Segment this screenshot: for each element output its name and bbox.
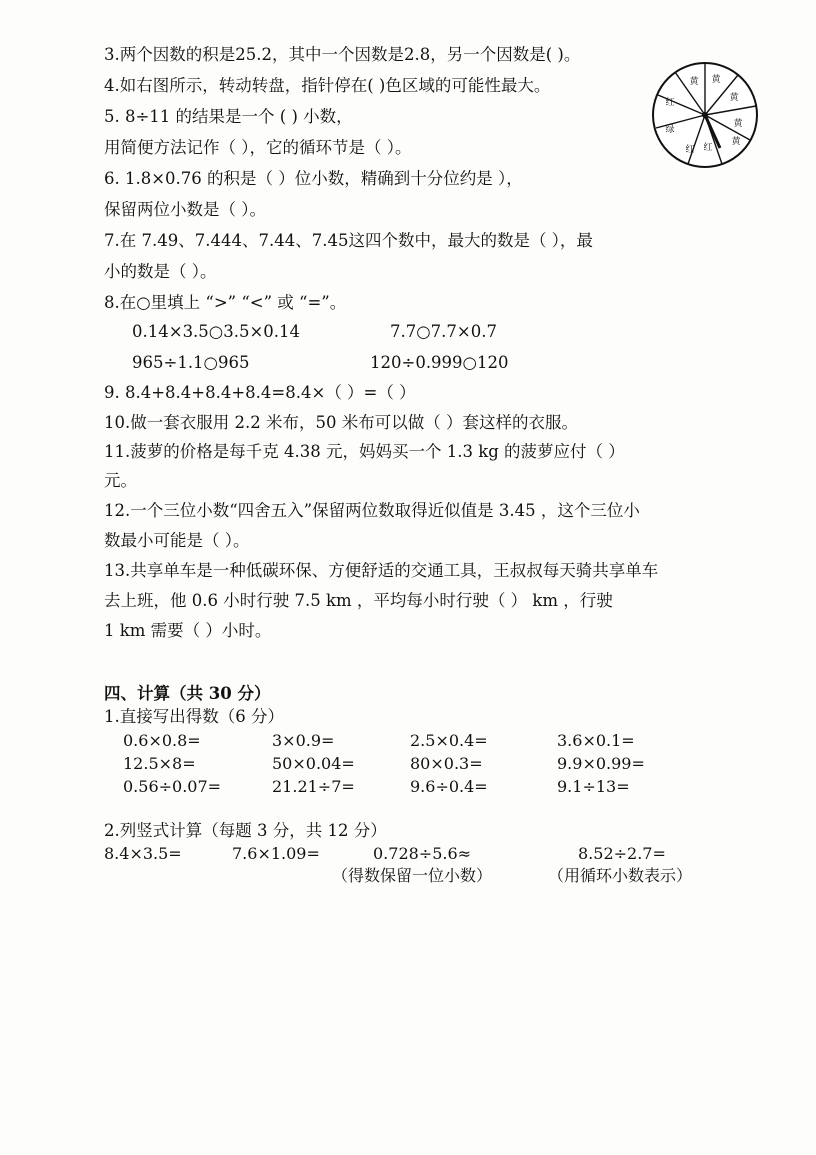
question-5-line2: 用简便方法记作（ ），它的循环节是（ ）。 (104, 138, 412, 157)
question-10: 10.做一套衣服用 2.2 米布，50 米布可以做（ ）套这样的衣服。 (104, 413, 578, 432)
question-3: 3.两个因数的积是25.2，其中一个因数是2.8，另一个因数是( )。 (104, 45, 581, 64)
question-12-line1: 12.一个三位小数“四舍五入”保留两位数取得近似值是 3.45 ，这个三位小 (104, 501, 640, 520)
calc-item: 0.56÷0.07= (123, 777, 222, 796)
question-5-line1: 5. 8÷11 的结果是一个 ( ) 小数， (104, 107, 353, 126)
spinner-label: 红 (685, 145, 695, 155)
calc-item: 9.1÷13= (557, 777, 630, 796)
spinner-label: 红 (665, 98, 675, 108)
spinner-label: 红 (703, 143, 713, 153)
calc-note: （得数保留一位小数） (332, 866, 493, 885)
question-7-line2: 小的数是（ ）。 (104, 262, 217, 281)
calc-item: 9.9×0.99= (557, 754, 645, 773)
calc-item: 3×0.9= (272, 731, 335, 750)
question-4: 4.如右图所示，转动转盘，指针停在( )色区域的可能性最大。 (104, 76, 551, 95)
calc-item: 21.21÷7= (272, 777, 355, 796)
calc-item: 3.6×0.1= (557, 731, 635, 750)
calc-item: 2.5×0.4= (410, 731, 488, 750)
question-6-line1: 6. 1.8×0.76 的积是（ ）位小数，精确到十分位约是 ）， (104, 169, 523, 188)
spinner-diagram (650, 60, 760, 170)
calc-item: 9.6÷0.4= (410, 777, 488, 796)
question-13-line2: 去上班，他 0.6 小时行驶 7.5 km ，平均每小时行驶（ ） km ，行驶 (104, 591, 613, 610)
question-8: 8.在○里填上 “>” “<” 或 “=”。 (104, 293, 347, 312)
part-2-title: 2.列竖式计算（每题 3 分，共 12 分） (104, 821, 387, 840)
calc-item: 80×0.3= (410, 754, 483, 773)
spinner-label: 黄 (711, 75, 721, 85)
spinner-label: 黄 (731, 137, 741, 147)
vertical-calc-item: 0.728÷5.6≈ (373, 844, 472, 863)
calc-note: （用循环小数表示） (548, 866, 693, 885)
question-8-item3: 965÷1.1○965 (132, 353, 250, 372)
calc-item: 50×0.04= (272, 754, 355, 773)
calc-item: 0.6×0.8= (123, 731, 201, 750)
question-6-line2: 保留两位小数是（ ）。 (104, 200, 266, 219)
spinner-label: 黄 (733, 119, 743, 129)
vertical-calc-item: 8.4×3.5= (104, 844, 182, 863)
question-8-item4: 120÷0.999○120 (370, 353, 509, 372)
question-11-line1: 11.菠萝的价格是每千克 4.38 元，妈妈买一个 1.3 kg 的菠萝应付（ ） (104, 442, 625, 461)
vertical-calc-item: 7.6×1.09= (232, 844, 320, 863)
question-11-line2: 元。 (104, 471, 137, 490)
question-7-line1: 7.在 7.49、7.444、7.44、7.45这四个数中，最大的数是（ ），最 (104, 231, 593, 250)
question-13-line1: 13.共享单车是一种低碳环保、方便舒适的交通工具，王叔叔每天骑共享单车 (104, 561, 659, 580)
question-12-line2: 数最小可能是（ ）。 (104, 531, 250, 550)
question-9: 9. 8.4+8.4+8.4+8.4=8.4×（ ）=（ ） (104, 383, 416, 402)
part-1-title: 1.直接写出得数（6 分） (104, 707, 284, 726)
spinner-label: 绿 (665, 125, 675, 135)
spinner-label: 黄 (689, 77, 699, 87)
section-4-title: 四、计算（共 30 分） (104, 684, 271, 703)
spinner-label: 黄 (729, 93, 739, 103)
question-8-item1: 0.14×3.5○3.5×0.14 (132, 322, 301, 341)
vertical-calc-item: 8.52÷2.7= (578, 844, 666, 863)
question-13-line3: 1 km 需要（ ）小时。 (104, 621, 272, 640)
question-8-item2: 7.7○7.7×0.7 (390, 322, 497, 341)
calc-item: 12.5×8= (123, 754, 196, 773)
